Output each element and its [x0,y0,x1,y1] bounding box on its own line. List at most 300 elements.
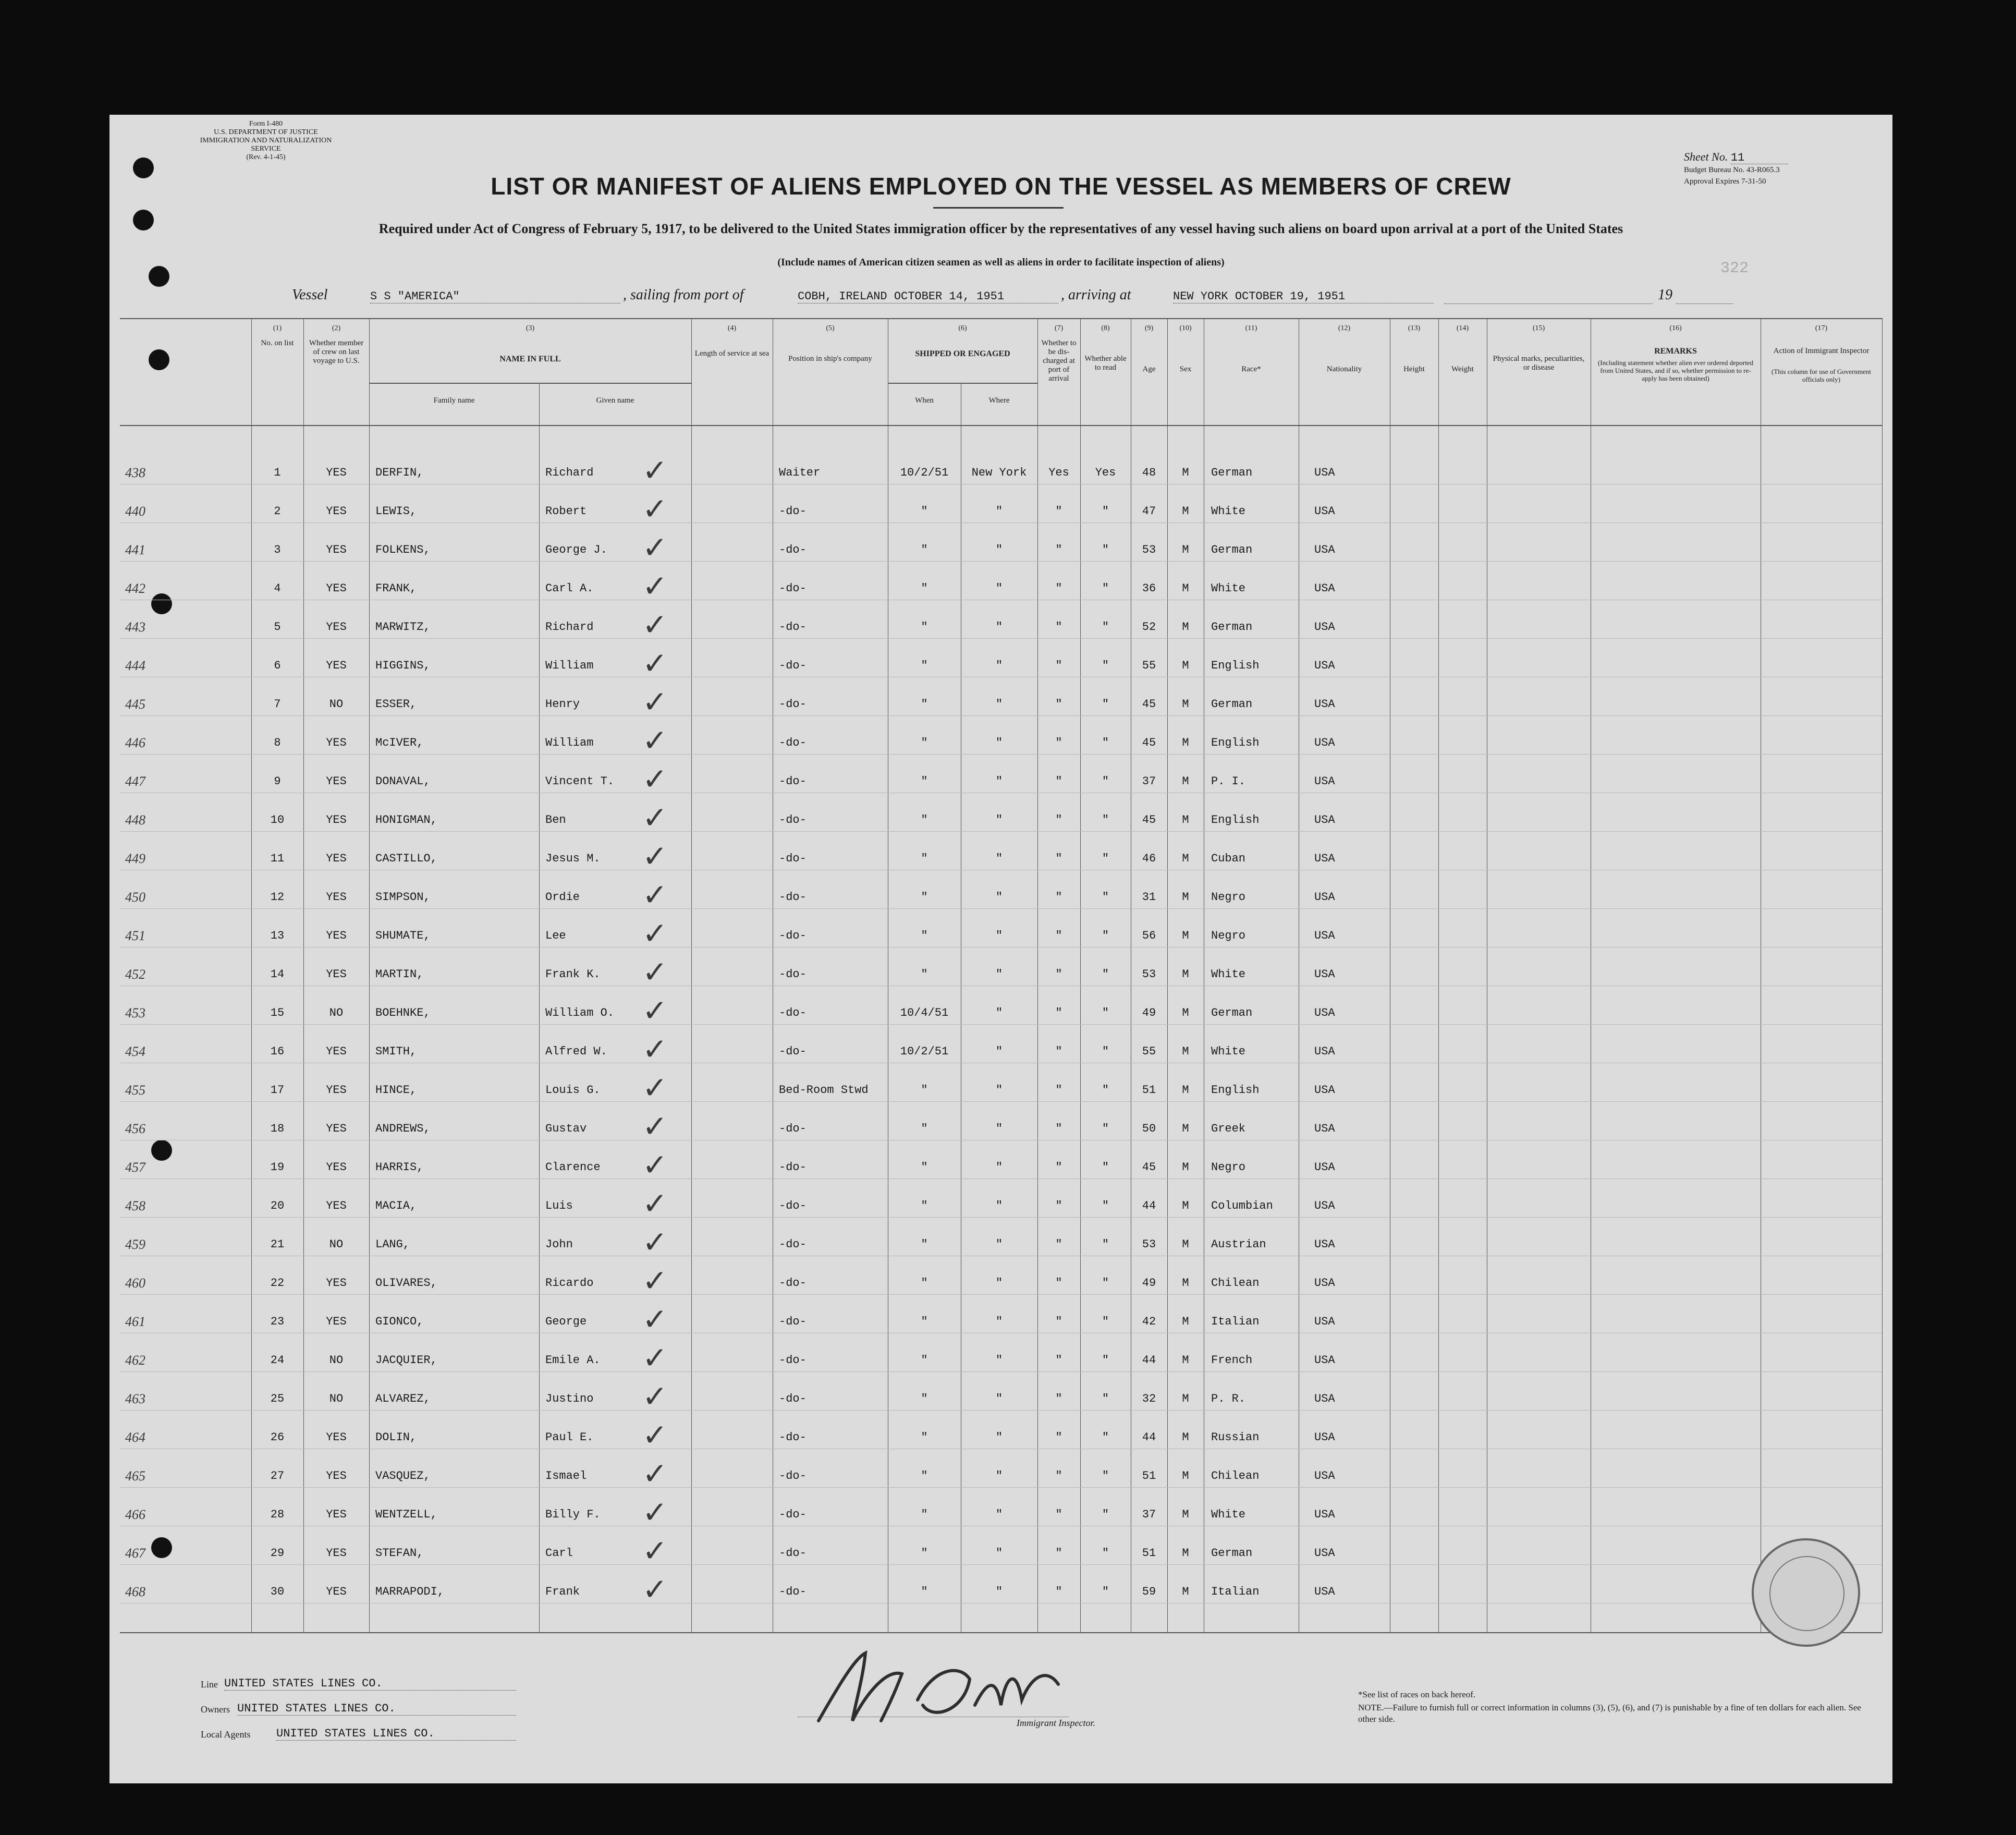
discharged-cell: " [1055,1315,1062,1328]
column-header: No. on list [261,339,294,347]
read-cell: " [1102,1006,1109,1019]
sailing-port: COBH, IRELAND OCTOBER 14, 1951 [798,290,1058,303]
line-number: 458 [125,1198,145,1213]
no-cell: 23 [270,1315,285,1328]
where-cell: " [995,1354,1003,1367]
no-cell: 17 [270,1084,285,1097]
sex-cell: M [1182,1392,1189,1405]
no-cell: 21 [270,1238,285,1251]
header-rule [120,318,1882,319]
family-cell: LEWIS, [375,505,417,518]
where-cell: " [995,891,1003,904]
column-number: (5) [826,324,835,332]
where-cell: " [995,1392,1003,1405]
check-mark: ✓ [642,1302,668,1337]
when-cell: " [921,1508,928,1521]
crew-cell: YES [326,582,347,595]
read-cell: " [1102,736,1109,749]
sailing-label: , sailing from port of [623,287,744,303]
given-cell: Gustav [545,1122,587,1135]
column-number: (16) [1669,324,1682,332]
age-cell: 51 [1142,1547,1156,1560]
sex-cell: M [1182,698,1189,711]
nationality-cell: USA [1314,1161,1335,1174]
row-rule [120,1487,1882,1488]
line-number: 444 [125,658,145,673]
column-number: (7) [1054,324,1064,332]
nationality-cell: USA [1314,1508,1335,1521]
discharged-cell: " [1055,1508,1062,1521]
position-cell: -do- [779,1122,807,1135]
family-cell: GIONCO, [375,1315,424,1328]
check-mark: ✓ [642,1031,668,1067]
read-cell: " [1102,852,1109,865]
line-number: 441 [125,542,145,557]
crew-cell: YES [326,1315,347,1328]
check-mark: ✓ [642,607,668,642]
race-cell: Columbian [1211,1199,1273,1212]
row-rule [120,754,1882,755]
when-cell: " [921,929,928,942]
when-cell: 10/2/51 [900,1045,949,1058]
line-number: 446 [125,735,145,750]
when-cell: " [921,1392,928,1405]
where-cell: " [995,1315,1003,1328]
column-number: (1) [273,324,282,332]
family-cell: HIGGINS, [375,659,431,672]
owners-label: Owners [201,1704,230,1715]
given-cell: Ismael [545,1469,587,1482]
line-number: 462 [125,1353,145,1368]
nationality-cell: USA [1314,621,1335,634]
sex-cell: M [1182,1585,1189,1598]
no-cell: 16 [270,1045,285,1058]
requirement-text: Required under Act of Congress of February 5, 1917, to be delivered to the United States immigration officer by the representatives of any vessel having such aliens on board upon arrival at a port of the United States [378,221,1623,236]
race-cell: Italian [1211,1315,1260,1328]
check-mark: ✓ [642,530,668,565]
nationality-cell: USA [1314,1277,1335,1290]
line-number: 467 [125,1546,145,1561]
no-cell: 10 [270,813,285,827]
family-cell: HINCE, [375,1084,417,1097]
race-cell: English [1211,736,1260,749]
where-cell: " [995,505,1003,518]
discharged-cell: " [1055,1122,1062,1135]
column-divider [1882,318,1883,1632]
nationality-cell: USA [1314,1547,1335,1560]
sex-cell: M [1182,1199,1189,1212]
nationality-cell: USA [1314,1045,1335,1058]
discharged-cell: " [1055,1161,1062,1174]
discharged-cell: " [1055,1045,1062,1058]
check-mark: ✓ [642,1456,668,1491]
line-label: Line [201,1679,218,1690]
column-number: (17) [1815,324,1828,332]
line-number: 466 [125,1507,145,1522]
sex-cell: M [1182,1431,1189,1444]
given-cell: Carl [545,1547,573,1560]
position-cell: Bed-Room Stwd [779,1084,869,1097]
crew-cell: YES [326,775,347,788]
given-cell: Ben [545,813,566,827]
given-cell: Billy F. [545,1508,601,1521]
column-number: (12) [1338,324,1351,332]
check-mark: ✓ [642,916,668,951]
punch-hole [133,210,154,230]
discharged-cell: " [1055,813,1062,827]
age-cell: 31 [1142,891,1156,904]
check-mark: ✓ [642,1109,668,1144]
discharged-cell: " [1055,1238,1062,1251]
nationality-cell: USA [1314,775,1335,788]
read-cell: Yes [1095,466,1116,479]
age-cell: 53 [1142,543,1156,556]
row-rule [120,1294,1882,1295]
line-number: 443 [125,619,145,635]
nationality-cell: USA [1314,1354,1335,1367]
age-cell: 46 [1142,852,1156,865]
race-cell: Negro [1211,1161,1246,1174]
when-cell: " [921,891,928,904]
age-cell: 51 [1142,1469,1156,1482]
column-number: (10) [1179,324,1192,332]
read-cell: " [1102,1277,1109,1290]
discharged-cell: " [1055,1277,1062,1290]
sheet-number: 11 [1731,152,1788,164]
age-cell: 51 [1142,1084,1156,1097]
line-number: 440 [125,504,145,519]
sex-cell: M [1182,968,1189,981]
sex-cell: M [1182,1315,1189,1328]
position-cell: -do- [779,852,807,865]
age-cell: 36 [1142,582,1156,595]
line-number: 447 [125,774,145,789]
position-cell: -do- [779,1238,807,1251]
check-mark: ✓ [642,1340,668,1376]
when-cell: " [921,621,928,634]
position-cell: -do- [779,582,807,595]
race-cell: Negro [1211,891,1246,904]
position-cell: -do- [779,775,807,788]
age-cell: 50 [1142,1122,1156,1135]
no-cell: 26 [270,1431,285,1444]
column-header: Whether member of crew on last voyage to U.S. [309,339,364,365]
where-cell: " [995,659,1003,672]
discharged-cell: " [1055,659,1062,672]
line-number: 457 [125,1160,145,1175]
read-cell: " [1102,1431,1109,1444]
crew-cell: YES [326,1199,347,1212]
given-cell: John [545,1238,573,1251]
where-cell: " [995,1122,1003,1135]
race-cell: Negro [1211,929,1246,942]
line-number: 451 [125,928,145,943]
where-cell: " [995,852,1003,865]
crew-cell: YES [326,1431,347,1444]
family-cell: LANG, [375,1238,410,1251]
when-cell: 10/4/51 [900,1006,949,1019]
column-subheader: Where [988,396,1010,405]
age-cell: 45 [1142,813,1156,827]
line-value: UNITED STATES LINES CO. [224,1677,516,1691]
read-cell: " [1102,968,1109,981]
include-note: (Include names of American citizen seamen as well as aliens in order to facilitate inspection of aliens) [777,257,1225,268]
position-cell: -do- [779,968,807,981]
row-rule [120,1178,1882,1179]
sex-cell: M [1182,1469,1189,1482]
check-mark: ✓ [642,684,668,720]
check-mark: ✓ [642,954,668,990]
position-cell: -do- [779,1315,807,1328]
row-rule [120,908,1882,909]
nationality-cell: USA [1314,1006,1335,1019]
race-cell: White [1211,582,1246,595]
crew-cell: NO [329,1238,344,1251]
sex-cell: M [1182,1547,1189,1560]
no-cell: 2 [274,505,281,518]
crew-cell: YES [326,1469,347,1482]
when-cell: " [921,1431,928,1444]
line-number: 454 [125,1044,145,1059]
position-cell: -do- [779,659,807,672]
column-header: Race* [1241,365,1261,373]
no-cell: 15 [270,1006,285,1019]
line-number: 456 [125,1121,145,1136]
race-cell: Chilean [1211,1277,1260,1290]
line-number: 465 [125,1468,145,1484]
given-cell: William [545,736,594,749]
sex-cell: M [1182,621,1189,634]
when-cell: " [921,659,928,672]
discharged-cell: " [1055,1084,1062,1097]
check-mark: ✓ [642,1533,668,1569]
nationality-cell: USA [1314,582,1335,595]
position-cell: -do- [779,698,807,711]
page-title: LIST OR MANIFEST OF ALIENS EMPLOYED ON THE VESSEL AS MEMBERS OF CREW [491,173,1511,200]
column-header: Age [1142,365,1156,373]
column-header: Physical marks, peculiarities, or disease [1493,355,1585,372]
no-cell: 1 [274,466,281,479]
crew-cell: YES [326,968,347,981]
race-cell: German [1211,466,1253,479]
position-cell: -do- [779,1045,807,1058]
vessel-label: Vessel [292,287,328,303]
column-number: (6) [958,324,967,332]
position-cell: -do- [779,1392,807,1405]
check-mark: ✓ [642,1417,668,1453]
sex-cell: M [1182,466,1189,479]
crew-cell: NO [329,1354,344,1367]
column-number: (9) [1144,324,1154,332]
position-cell: -do- [779,1469,807,1482]
column-number: (4) [727,324,737,332]
inspector-label: Immigrant Inspector. [1017,1718,1095,1728]
read-cell: " [1102,813,1109,827]
no-cell: 28 [270,1508,285,1521]
given-cell: Robert [545,505,587,518]
line-number: 468 [125,1584,145,1599]
no-cell: 27 [270,1469,285,1482]
family-cell: SHUMATE, [375,929,431,942]
age-cell: 45 [1142,698,1156,711]
family-cell: JACQUIER, [375,1354,437,1367]
owners-value: UNITED STATES LINES CO. [237,1702,516,1716]
given-cell: William [545,659,594,672]
family-cell: McIVER, [375,736,424,749]
crew-cell: NO [329,698,344,711]
discharged-cell: " [1055,1431,1062,1444]
where-cell: " [995,1585,1003,1598]
race-cell: White [1211,1508,1246,1521]
race-cell: Greek [1211,1122,1246,1135]
read-cell: " [1102,1084,1109,1097]
nationality-cell: USA [1314,466,1335,479]
no-cell: 7 [274,698,281,711]
read-cell: " [1102,1161,1109,1174]
crew-cell: YES [326,659,347,672]
given-cell: William O. [545,1006,615,1019]
crew-cell: YES [326,1508,347,1521]
line-number: 448 [125,812,145,828]
read-cell: " [1102,929,1109,942]
no-cell: 29 [270,1547,285,1560]
line-number: 461 [125,1314,145,1329]
race-cell: English [1211,813,1260,827]
check-mark: ✓ [642,453,668,488]
sex-cell: M [1182,813,1189,827]
column-number: (8) [1101,324,1110,332]
given-cell: Carl A. [545,582,594,595]
manifest-page [109,115,1892,1783]
discharged-cell: " [1055,1469,1062,1482]
read-cell: " [1102,543,1109,556]
discharged-cell: Yes [1048,466,1069,479]
row-rule [120,638,1882,639]
where-cell: " [995,1547,1003,1560]
sex-cell: M [1182,1006,1189,1019]
no-cell: 30 [270,1585,285,1598]
race-cell: White [1211,968,1246,981]
read-cell: " [1102,775,1109,788]
race-cell: P. R. [1211,1392,1246,1405]
no-cell: 3 [274,543,281,556]
where-cell: " [995,968,1003,981]
no-cell: 24 [270,1354,285,1367]
discharged-cell: " [1055,736,1062,749]
consulate-seal [1752,1538,1860,1647]
crew-cell: YES [326,891,347,904]
race-cell: German [1211,1547,1253,1560]
sex-cell: M [1182,1161,1189,1174]
given-cell: Frank [545,1585,580,1598]
given-cell: George J. [545,543,607,556]
race-cell: White [1211,505,1246,518]
age-cell: 47 [1142,505,1156,518]
family-cell: HARRIS, [375,1161,424,1174]
read-cell: " [1102,582,1109,595]
table-bottom-rule [120,1632,1882,1633]
form-number: Form I-480 [249,120,283,128]
revision: (Rev. 4-1-45) [246,153,286,161]
position-cell: -do- [779,1006,807,1019]
position-cell: -do- [779,1547,807,1560]
line-number: 463 [125,1391,145,1406]
age-cell: 56 [1142,929,1156,942]
where-cell: " [995,813,1003,827]
line-number: 459 [125,1237,145,1252]
column-header: Position in ship's company [788,355,872,363]
given-cell: Ricardo [545,1277,594,1290]
row-rule [120,715,1882,716]
family-cell: DOLIN, [375,1431,417,1444]
crew-cell: YES [326,813,347,827]
where-cell: " [995,1199,1003,1212]
stamp-number: 322 [1720,260,1749,277]
column-number: (11) [1245,324,1257,332]
when-cell: " [921,582,928,595]
race-cell: German [1211,543,1253,556]
crew-cell: YES [326,543,347,556]
service: IMMIGRATION AND NATURALIZATION SERVICE [200,137,332,153]
column-number: (15) [1532,324,1545,332]
nationality-cell: USA [1314,852,1335,865]
form-identifier [188,120,344,162]
discharged-cell: " [1055,1585,1062,1598]
where-cell: " [995,543,1003,556]
column-number: (2) [332,324,341,332]
row-rule [120,1101,1882,1102]
nationality-cell: USA [1314,1199,1335,1212]
when-cell: 10/2/51 [900,466,949,479]
where-cell: " [995,1431,1003,1444]
when-cell: " [921,505,928,518]
line-number: 449 [125,851,145,866]
age-cell: 53 [1142,968,1156,981]
given-cell: Luis [545,1199,573,1212]
check-mark: ✓ [642,800,668,835]
family-cell: ANDREWS, [375,1122,431,1135]
read-cell: " [1102,698,1109,711]
column-header: Height [1403,365,1425,373]
column-subheader: (This column for use of Government officials only) [1771,368,1871,383]
family-cell: HONIGMAN, [375,813,437,827]
where-cell: " [995,582,1003,595]
when-cell: " [921,968,928,981]
discharged-cell: " [1055,775,1062,788]
when-cell: " [921,1199,928,1212]
family-cell: DONAVAL, [375,775,431,788]
position-cell: -do- [779,1585,807,1598]
no-cell: 22 [270,1277,285,1290]
when-cell: " [921,1084,928,1097]
when-cell: " [921,1547,928,1560]
crew-cell: YES [326,929,347,942]
column-divider [1438,318,1439,1632]
crew-cell: NO [329,1006,344,1019]
row-rule [120,831,1882,832]
position-cell: -do- [779,736,807,749]
read-cell: " [1102,1585,1109,1598]
sex-cell: M [1182,775,1189,788]
when-cell: " [921,698,928,711]
column-header: NAME IN FULL [499,355,561,363]
read-cell: " [1102,621,1109,634]
family-cell: BOEHNKE, [375,1006,431,1019]
age-cell: 52 [1142,621,1156,634]
age-cell: 45 [1142,1161,1156,1174]
race-cell: Italian [1211,1585,1260,1598]
age-cell: 55 [1142,1045,1156,1058]
